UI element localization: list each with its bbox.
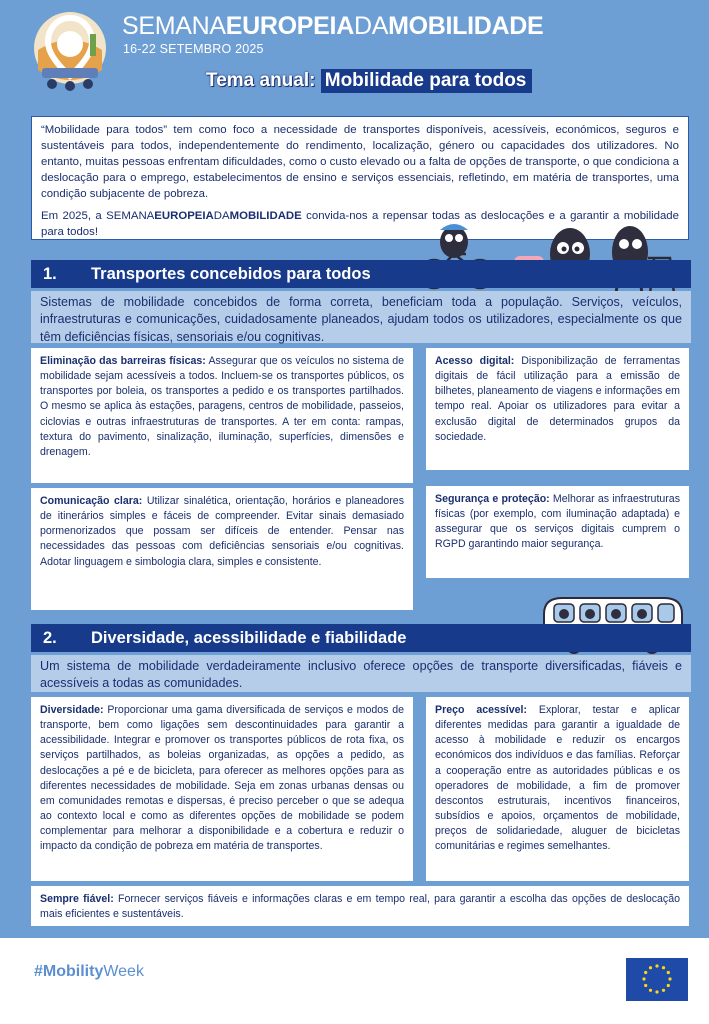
card-always-reliable [31, 886, 689, 926]
intro-p2-start: Em 2025, a SEMANA [41, 209, 155, 222]
card-text: Disponibilização de ferramentas digitais de fácil utilização para a emissão de bilhetes, planeamento de viagens e informações em tempo real. Apoiar os utilizadores para evitar a exclusão digital de determinados grupos da sociedade. [435, 355, 680, 443]
card-affordable-price [426, 697, 689, 881]
brand-part-mobilidade: MOBILIDADE [388, 12, 544, 40]
footer [0, 938, 709, 1024]
card-title: Diversidade: [40, 704, 104, 716]
intro-p2-bold-1: EUROPEIA [154, 209, 214, 222]
section-1-heading [31, 260, 691, 288]
card-title: Acesso digital: [435, 355, 515, 367]
event-dates: 16-22 SETEMBRO 2025 [123, 42, 264, 56]
card-text: Explorar, testar e aplicar diferentes medidas para garantir a igualdade de acesso à mobilidade e reduzir os encargos económicos dos indivíduos e das famílias. Reforçar a cooperação entre as autoridades públicas e os operadores de mobilidade, a fim de promover descontos estruturais, incentivos financeiros, subsídios e apoios, orçamentos de mobilidade, preços de solidariedade, aluguer de bicicletas comunitárias e regimes semelhantes. [435, 704, 680, 853]
card-title: Preço acessível: [435, 704, 527, 716]
card-physical-barriers [31, 348, 413, 483]
hashtag-bold: #Mobility [34, 963, 104, 980]
card-title: Segurança e proteção: [435, 493, 550, 505]
card-safety-security [426, 486, 689, 578]
card-text: Utilizar sinalética, orientação, horários e planeadores de itinerários simples e fáceis de compreender. Evitar sinais demasiado pormenorizados que possam ser difíceis de entender. Pensar nas necessidades das pessoas com deficiências sensoriais e/ou cognitivas. Adotar linguagem e simbologia clara, simples e consistente. [40, 495, 404, 568]
intro-p2-end: convida-nos a repensar todas as deslocações e a garantir a mobilidade para todos! [41, 209, 679, 238]
card-title: Sempre fiável: [40, 893, 114, 905]
section-2-heading [31, 624, 691, 652]
card-text: Assegurar que os veículos no sistema de mobilidade sejam acessíveis a todos. Incluem-se os transportes públicos, os transportes por boleia, os transportes a pedido e os transportes partilhados. O mesmo se aplica às estações, paragens, centros de mobilidade, passeios, ciclovias e outras infraestruturas de transportes. A ter em conta: rampas, textura do pavimento, sinalização, iluminação, superfícies, dimensões e drenagem. [40, 355, 404, 458]
card-text: Proporcionar uma gama diversificada de serviços e modos de transporte, bem como ligações sem descontinuidades para garantir a acessibilidade. Integrar e promover os transportes públicos de rota fixa, os serviços partilhados, as boleias organizadas, as opções a pedido, as deslocações a pé e de bicicleta, para oferecer as melhores opções para as diferentes necessidades de mobilidade. Seja em zonas urbanas densas ou em comunidades remotas e dispersas, é preciso perceber o que se adequa ao contexto local e como as diferentes opções de mobilidade se podem complementar para melhorar a disponibilidade e a cobertura e reduzir o impacto da condição de pobreza em matéria de transportes. [40, 704, 404, 853]
card-text: Fornecer serviços fiáveis e informações claras e em tempo real, para garantir a escolha das opções de deslocação mais eficientes e sustentáveis. [40, 893, 680, 921]
card-text: Melhorar as infraestruturas físicas (por exemplo, com iluminação adaptada) e assegurar que os serviços digitais cumprem o RGPD garantindo maior segurança. [435, 493, 680, 551]
section-2-lead: Um sistema de mobilidade verdadeiramente inclusivo oferece opções de transporte diversificadas, fiáveis e acessíveis a todas as comunidades. [31, 655, 691, 692]
intro-paragraph-1: “Mobilidade para todos” tem como foco a necessidade de transportes disponíveis, acessíveis, económicos, seguros e sustentáveis para todos, independentemente do rendimento, localização, género ou capacidades dos utilizadores. No entanto, muitas pessoas enfrentam dificuldades, como o custo elevado ou a falta de opções de transporte, o que condiciona a deslocação para o emprego, estabelecimentos de ensino e serviços essenciais, refletindo, em matéria de transportes, uma condição subjacente de pobreza. [41, 124, 679, 200]
mobility-week-hashtag [34, 963, 144, 981]
theme-label: Tema anual: [206, 70, 316, 91]
intro-p2-bold-2: MOBILIDADE [229, 209, 302, 222]
intro-p2-mid: DA [213, 209, 230, 222]
section-1-title: Transportes concebidos para todos [91, 265, 371, 283]
eu-flag-icon [626, 958, 688, 1001]
hashtag-rest: Week [103, 963, 144, 980]
section-2-number: 2. [43, 629, 57, 647]
section-2-title: Diversidade, acessibilidade e fiabilidade [91, 629, 407, 647]
section-1-number: 1. [43, 265, 57, 283]
event-brand-title [122, 12, 543, 41]
card-diversity [31, 697, 413, 881]
mobility-week-logo [28, 10, 112, 94]
theme-value: Mobilidade para todos [321, 69, 533, 93]
brand-part-semana: SEMANA [122, 12, 226, 40]
annual-theme [206, 70, 532, 92]
card-clear-communication [31, 488, 413, 610]
brand-part-europeia: EUROPEIA [225, 12, 354, 40]
brand-part-da: DA [353, 12, 389, 40]
section-1-lead: Sistemas de mobilidade concebidos de forma correta, beneficiam toda a população. Serviços, veículos, infraestruturas e comunicações, cuidadosamente planeados, ajudam todos os utilizadores, especialmente os que têm deficiências físicas, sensoriais e/ou cognitivas. [31, 291, 691, 343]
card-digital-access [426, 348, 689, 470]
card-title: Eliminação das barreiras físicas: [40, 355, 206, 367]
card-title: Comunicação clara: [40, 495, 143, 507]
